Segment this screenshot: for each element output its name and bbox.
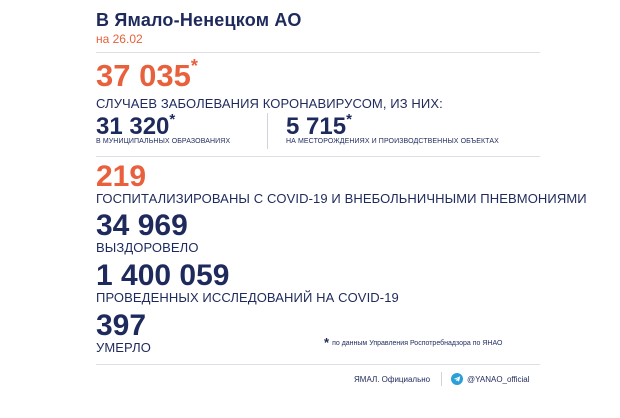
municipal-star: * <box>169 111 176 128</box>
municipal-block <box>96 113 175 141</box>
municipal-value: 31 320 <box>96 113 170 140</box>
deaths-label: УМЕРЛО <box>96 340 151 355</box>
cases-star: * <box>190 56 198 76</box>
municipal-label: В МУНИЦИПАЛЬНЫХ ОБРАЗОВАНИЯХ <box>96 138 231 145</box>
footer-divider <box>96 364 540 365</box>
fields-value: 5 715 <box>286 113 347 140</box>
recovered-value: 34 969 <box>96 209 188 242</box>
fields-label: НА МЕСТОРОЖДЕНИЯХ И ПРОИЗВОДСТВЕННЫХ ОБЪЕКТАХ <box>286 138 499 145</box>
cases-label: СЛУЧАЕВ ЗАБОЛЕВАНИЯ КОРОНАВИРУСОМ, ИЗ НИХ: <box>96 96 443 111</box>
footer-divider-vertical <box>441 372 442 386</box>
footer-telegram[interactable] <box>451 373 530 385</box>
tests-label: ПРОВЕДЕННЫХ ИССЛЕДОВАНИЙ НА COVID-19 <box>96 290 399 305</box>
cases-block <box>96 58 198 94</box>
section-divider <box>96 156 540 157</box>
fields-block <box>286 113 352 141</box>
column-divider <box>267 113 268 149</box>
telegram-icon <box>451 373 463 385</box>
footnote-text: по данным Управления Роспотребнадзора по ЯНАО <box>332 340 503 347</box>
footnote <box>324 335 503 350</box>
page-title: В Ямало-Ненецком АО <box>96 10 302 30</box>
cases-value: 37 035 <box>96 58 191 93</box>
footnote-star: * <box>324 335 330 350</box>
recovered-label: ВЫЗДОРОВЕЛО <box>96 240 199 255</box>
telegram-handle[interactable]: @YANAO_official <box>467 374 530 384</box>
footer-brand: ЯМАЛ. Официально <box>354 375 431 384</box>
hospitalized-value: 219 <box>96 160 147 193</box>
fields-star: * <box>346 111 352 128</box>
report-date: на 26.02 <box>96 32 143 46</box>
hospitalized-label: ГОСПИТАЛИЗИРОВАНЫ С COVID-19 И ВНЕБОЛЬНИЧНЫМИ ПНЕВМОНИЯМИ <box>96 191 587 206</box>
deaths-value: 397 <box>96 309 147 342</box>
header-divider <box>96 52 540 53</box>
tests-value: 1 400 059 <box>96 259 230 292</box>
